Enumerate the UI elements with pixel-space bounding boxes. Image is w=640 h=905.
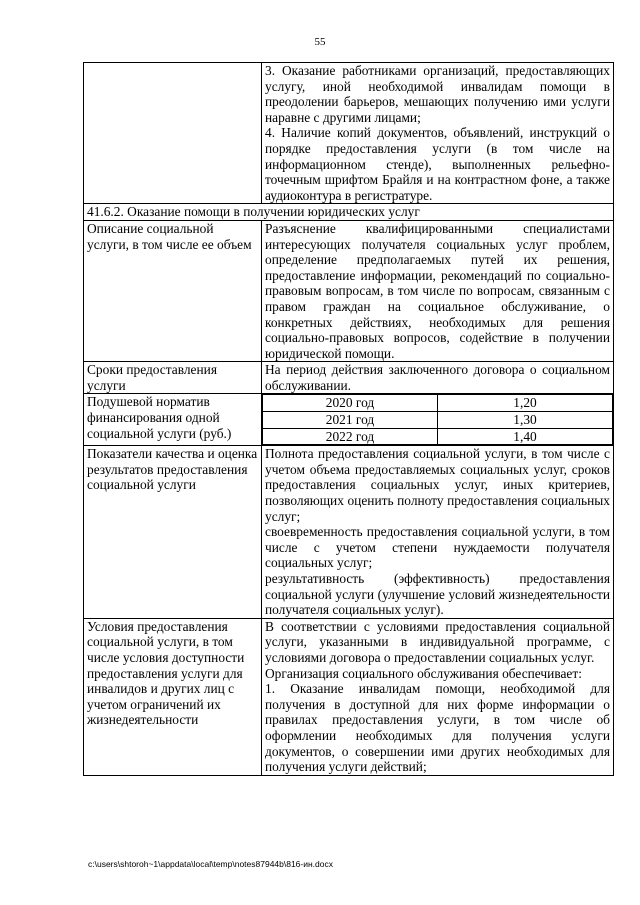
norm-row (84, 394, 614, 446)
quality-label: Показатели качества и оценка результатов предоставления социальной услуги (84, 446, 262, 619)
conditions-label: Условия предоставления социальной услуги, в том числе условия доступности предоставления услуги для инвалидов и других лиц с учетом ограничений их жизнедеятельности (84, 618, 262, 775)
quality-paragraph: своевременность предоставления социальной услуги, в том числе с учетом степени нуждаемости получателя социальных услуг; (265, 524, 610, 571)
norm-values-table (262, 394, 613, 445)
continuation-cell (262, 63, 614, 204)
norm-year-row (263, 412, 613, 429)
services-table (83, 62, 614, 776)
conditions-paragraph: 1. Оказание инвалидам помощи, необходимой для получения в доступной для них форме информации о правилах предоставления услуги, в том числе об оформлении необходимых для получения услуги документов, о совершении ими других необходимых для получения услуги действий; (265, 681, 610, 775)
description-text: Разъяснение квалифицированными специалистами интересующих получателя социальных услуг проблем, определение предполагаемых путей их решения, предоставление информации, рекомендаций по социально-правовым вопросам, в том числе по вопросам, связанным с правом граждан на социальное обслуживание, о конкретных действиях, необходимых для решения социально-правовых вопросов, содействие в получении юридической помощи. (262, 220, 614, 361)
terms-row (84, 362, 614, 394)
norm-year: 2020 год (263, 395, 438, 412)
norm-value: 1,40 (438, 428, 613, 445)
section-title: 41.6.2. Оказание помощи в получении юридических услуг (84, 204, 614, 221)
quality-cell (262, 446, 614, 619)
norm-value: 1,30 (438, 412, 613, 429)
norm-value: 1,20 (438, 395, 613, 412)
quality-paragraph: результативность (эффективность) предоставления социальной услуги (улучшение условий жизнедеятельности получателя социальных услуг). (265, 571, 610, 618)
continuation-left-cell (84, 63, 262, 204)
terms-text: На период действия заключенного договора о социальном обслуживании. (262, 362, 614, 394)
norm-year-row (263, 395, 613, 412)
continuation-item-3: 3. Оказание работниками организаций, предоставляющих услугу, иной необходимой инвалидам помощи в преодолении барьеров, мешающих получению ими услуги наравне с другими лицами; (265, 63, 610, 125)
norm-values-cell (262, 394, 614, 446)
norm-year-row (263, 428, 613, 445)
norm-label: Подушевой норматив финансирования одной социальной услуги (руб.) (84, 394, 262, 446)
page-number: 55 (314, 36, 326, 48)
conditions-row (84, 618, 614, 775)
continuation-item-4: 4. Наличие копий документов, объявлений, инструкций о порядке предоставления услуги (в том числе на информационном стенде), выполненных рельефно-точечным шрифтом Брайля и на контрастном фоне, а также аудиоконтура в регистратуре. (265, 125, 610, 203)
quality-row (84, 446, 614, 619)
conditions-paragraph: В соответствии с условиями предоставления социальной услуги, указанными в индивидуальной программе, с условиями договора о предоставлении социальных услуг. (265, 618, 610, 665)
norm-year: 2022 год (263, 428, 438, 445)
quality-paragraph: Полнота предоставления социальной услуги, в том числе с учетом объема предоставляемых социальных услуг, сроков предоставления социальных услуг, иных критериев, позволяющих оценить полноту предоставления социальных услуг; (265, 446, 610, 524)
section-row (84, 204, 614, 221)
continuation-row (84, 63, 614, 204)
conditions-paragraph: Организация социального обслуживания обеспечивает: (265, 665, 582, 681)
file-path-footer: c:\users\shtoroh~1\appdata\local\temp\notes87944b\816-ин.docx (88, 859, 334, 869)
description-row (84, 220, 614, 361)
norm-year: 2021 год (263, 412, 438, 429)
terms-label: Сроки предоставления услуги (84, 362, 262, 394)
description-label: Описание социальной услуги, в том числе ее объем (84, 220, 262, 361)
conditions-cell (262, 618, 614, 775)
